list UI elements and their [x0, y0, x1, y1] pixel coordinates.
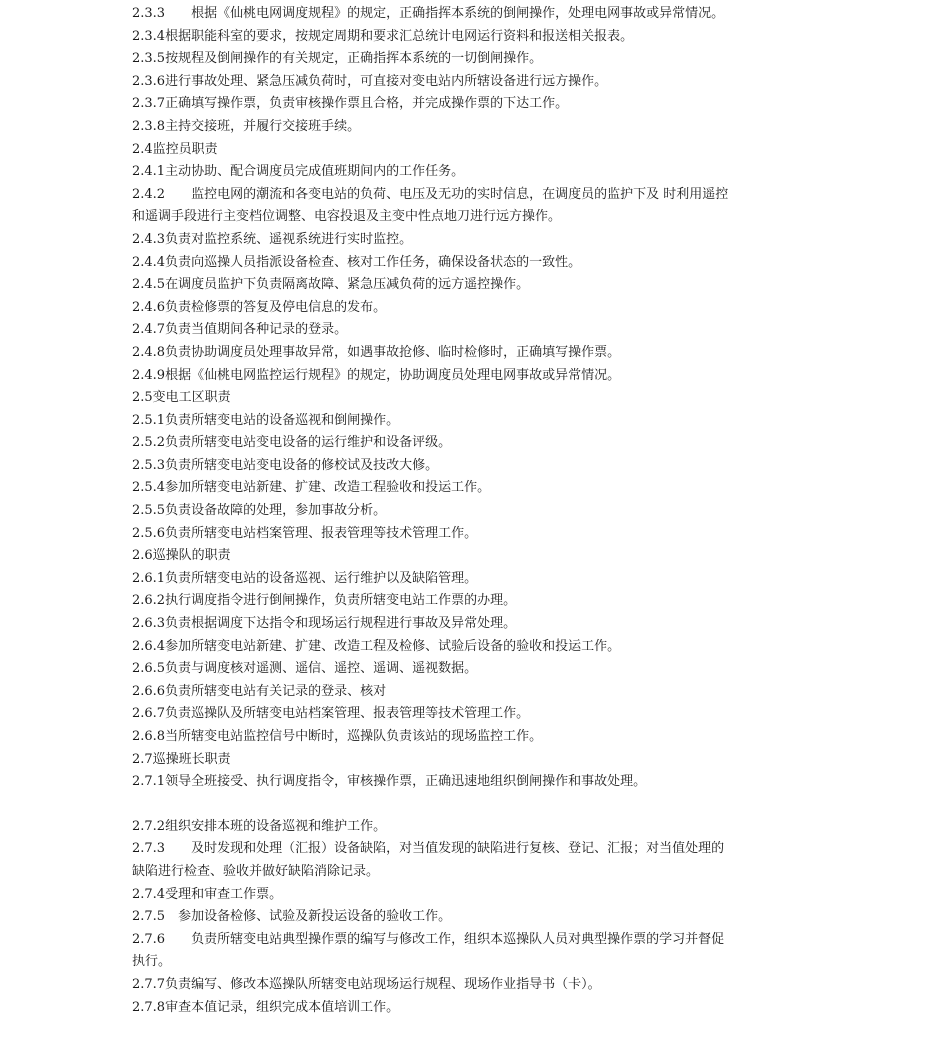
- document-line: 2.7.7负责编写、修改本巡操队所辖变电站现场运行规程、现场作业指导书（卡）。: [132, 976, 601, 992]
- document-line: 2.7.6 负责所辖变电站典型操作票的编写与修改工作，组织本巡操队人员对典型操作票的学习并督促: [132, 931, 725, 947]
- document-line: 2.3.5按规程及倒闸操作的有关规定，正确指挥本系统的一切倒闸操作。: [132, 51, 543, 67]
- document-line: 2.4.1主动协助、配合调度员完成值班期间内的工作任务。: [132, 164, 465, 180]
- document-line: 和遥调手段进行主变档位调整、电容投退及主变中性点地刀进行远方操作。: [132, 209, 562, 225]
- document-body-part-1: [132, 3, 802, 794]
- document-line: 2.7.5 参加设备检修、试验及新投运设备的验收工作。: [132, 909, 452, 925]
- document-line: 2.4.3负责对监控系统、遥视系统进行实时监控。: [132, 231, 413, 247]
- document-line: 2.3.6进行事故处理、紧急压减负荷时，可直接对变电站内所辖设备进行远方操作。: [132, 73, 608, 89]
- document-line: 2.4.6负责检修票的答复及停电信息的发布。: [132, 299, 387, 315]
- document-line: 2.6.4参加所辖变电站新建、扩建、改造工程及检修、试验后设备的验收和投运工作。: [132, 638, 621, 654]
- document-line: 2.7.2组织安排本班的设备巡视和维护工作。: [132, 818, 387, 834]
- document-body-part-2: [132, 816, 802, 1019]
- document-page: [132, 3, 802, 1019]
- document-line: 2.6.3负责根据调度下达指令和现场运行规程进行事故及异常处理。: [132, 616, 517, 632]
- document-line: 2.4.7负责当值期间各种记录的登录。: [132, 322, 348, 338]
- document-line: 2.7.3 及时发现和处理（汇报）设备缺陷，对当值发现的缺陷进行复核、登记、汇报；对当值处理的: [132, 841, 725, 857]
- document-line: 2.3.4根据职能科室的要求，按规定周期和要求汇总统计电网运行资料和报送相关报表。: [132, 28, 634, 44]
- document-line: 2.6.6负责所辖变电站有关记录的登录、核对: [132, 683, 387, 699]
- document-line: 2.4.2 监控电网的潮流和各变电站的负荷、电压及无功的实时信息，在调度员的监护下及 时利用遥控: [132, 186, 729, 202]
- document-line: 2.4监控员职责: [132, 141, 218, 157]
- document-line: 2.4.8负责协助调度员处理事故异常，如遇事故抢修、临时检修时，正确填写操作票。: [132, 344, 621, 360]
- document-line: 2.5.6负责所辖变电站档案管理、报表管理等技术管理工作。: [132, 525, 478, 541]
- document-line: 2.5.2负责所辖变电站变电设备的运行维护和设备评级。: [132, 435, 452, 451]
- document-line: 2.6.1负责所辖变电站的设备巡视、运行维护以及缺陷管理。: [132, 570, 478, 586]
- document-line: 2.6.8当所辖变电站监控信号中断时，巡操队负责该站的现场监控工作。: [132, 729, 543, 744]
- document-line: 2.4.5在调度员监护下负责隔离故障、紧急压减负荷的远方遥控操作。: [132, 277, 530, 293]
- document-line: 2.4.4负责向巡操人员指派设备检查、核对工作任务，确保设备状态的一致性。: [132, 254, 582, 270]
- document-line: 2.6.5负责与调度核对遥测、遥信、遥控、遥调、遥视数据。: [132, 661, 478, 677]
- document-line: 2.5.1负责所辖变电站的设备巡视和倒闸操作。: [132, 412, 400, 428]
- document-line: 2.6巡操队的职责: [132, 548, 231, 564]
- document-line: 2.3.7正确填写操作票，负责审核操作票且合格，并完成操作票的下达工作。: [132, 96, 569, 112]
- document-line: 2.3.8主持交接班，并履行交接班手续。: [132, 118, 361, 134]
- document-line: 2.6.7负责巡操队及所辖变电站档案管理、报表管理等技术管理工作。: [132, 706, 530, 722]
- document-line: 2.7.1领导全班接受、执行调度指令，审核操作票，正确迅速地组织倒闸操作和事故处理。: [132, 774, 647, 790]
- document-line: 2.7.8审查本值记录，组织完成本值培训工作。: [132, 999, 400, 1015]
- document-line: 2.7.4受理和审查工作票。: [132, 886, 283, 902]
- document-line: 2.5变电工区职责: [132, 390, 231, 406]
- document-line: 2.6.2执行调度指令进行倒闸操作，负责所辖变电站工作票的办理。: [132, 593, 517, 609]
- paragraph-gap: [132, 794, 802, 816]
- document-line: 2.7巡操班长职责: [132, 751, 231, 767]
- document-line: 2.5.5负责设备故障的处理，参加事故分析。: [132, 503, 387, 519]
- document-line: 2.4.9根据《仙桃电网监控运行规程》的规定，协助调度员处理电网事故或异常情况。: [132, 367, 621, 383]
- document-line: 2.3.3 根据《仙桃电网调度规程》的规定，正确指挥本系统的倒闸操作，处理电网事故或异常情况。: [132, 6, 725, 21]
- document-line: 2.5.3负责所辖变电站变电设备的修校试及技改大修。: [132, 457, 439, 473]
- document-line: 2.5.4参加所辖变电站新建、扩建、改造工程验收和投运工作。: [132, 480, 491, 496]
- document-line: 执行。: [132, 954, 172, 970]
- document-line: 缺陷进行检查、验收并做好缺陷消除记录。: [132, 863, 380, 879]
